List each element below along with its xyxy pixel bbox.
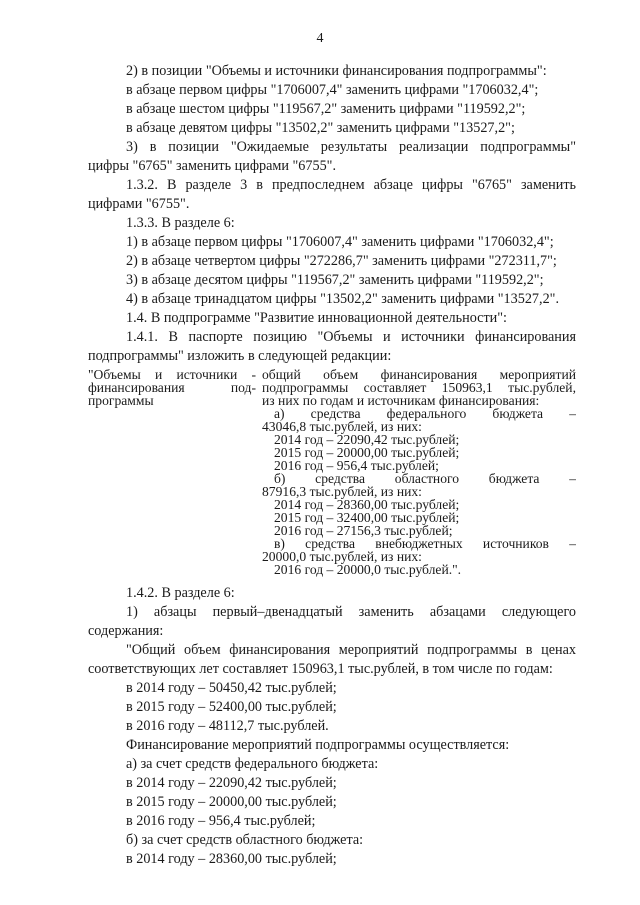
paragraph-line: Финансирование мероприятий подпрограммы осуществляется: bbox=[126, 737, 510, 753]
table-right-cell-line: 2016 год – 27156,3 тыс.рублей; bbox=[274, 523, 453, 538]
table-right-cell-line: а) средства федерального бюджета – bbox=[274, 407, 576, 421]
paragraph-line: в 2016 году – 956,4 тыс.рублей; bbox=[126, 813, 316, 829]
paragraph-line: в 2014 году – 28360,00 тыс.рублей; bbox=[126, 851, 337, 867]
paragraph-line: в 2014 году – 50450,42 тыс.рублей; bbox=[126, 680, 337, 696]
table-left-cell-line: "Объемы и источники - bbox=[88, 368, 256, 382]
table-right-cell-line: 87916,3 тыс.рублей, из них: bbox=[262, 484, 422, 499]
table-right-cell-line: б) средства областного бюджета – bbox=[274, 472, 576, 486]
table-right-cell-line: общий объем финансирования мероприятий bbox=[262, 368, 576, 382]
table-right-cell-line: 2014 год – 28360,00 тыс.рублей; bbox=[274, 497, 460, 512]
table-right-cell-line: в) средства внебюджетных источников – bbox=[274, 537, 576, 551]
paragraph-line: "Общий объем финансирования мероприятий подпрограммы в ценах bbox=[126, 642, 576, 658]
paragraph-line: в 2015 году – 20000,00 тыс.рублей; bbox=[126, 794, 337, 810]
paragraph-line: цифрами "6755". bbox=[88, 196, 190, 212]
paragraph-line: в 2014 году – 22090,42 тыс.рублей; bbox=[126, 775, 337, 791]
paragraph-line: 2) в абзаце четвертом цифры "272286,7" заменить цифрами "272311,7"; bbox=[126, 253, 557, 269]
paragraph-line: 4) в абзаце тринадцатом цифры "13502,2" заменить цифрами "13527,2". bbox=[126, 291, 560, 307]
paragraph-line: 1.3.2. В разделе 3 в предпоследнем абзаце цифры "6765" заменить bbox=[126, 177, 576, 193]
table-right-cell-line: 2015 год – 32400,00 тыс.рублей; bbox=[274, 510, 460, 525]
paragraph-line: соответствующих лет составляет 150963,1 тыс.рублей, в том числе по годам: bbox=[88, 661, 553, 677]
paragraph-line: 1.4.1. В паспорте позицию "Объемы и источники финансирования bbox=[126, 329, 576, 345]
table-left-cell-line: программы bbox=[88, 393, 154, 408]
section-heading: 1.4.2. В разделе 6: bbox=[126, 585, 235, 601]
page-number: 4 bbox=[316, 31, 324, 46]
paragraph-line: 1) абзацы первый–двенадцатый заменить абзацами следующего bbox=[126, 604, 576, 620]
paragraph-line: в 2016 году – 48112,7 тыс.рублей. bbox=[126, 718, 329, 734]
table-right-cell-line: 2014 год – 22090,42 тыс.рублей; bbox=[274, 432, 460, 447]
table-right-cell-line: 2015 год – 20000,00 тыс.рублей; bbox=[274, 445, 460, 460]
table-right-cell-line: подпрограммы составляет 150963,1 тыс.рублей, bbox=[262, 381, 576, 395]
section-heading: 1.3.3. В разделе 6: bbox=[126, 215, 235, 231]
paragraph-line: содержания: bbox=[88, 623, 164, 639]
paragraph-line: подпрограммы" изложить в следующей редакции: bbox=[88, 348, 392, 364]
paragraph-line: 3) в позиции "Ожидаемые результаты реализации подпрограммы" bbox=[126, 139, 576, 155]
table-right-cell-line: 20000,0 тыс.рублей, из них: bbox=[262, 549, 422, 564]
paragraph-line: 2) в позиции "Объемы и источники финансирования подпрограммы": bbox=[126, 63, 547, 79]
table-right-cell-line: из них по годам и источникам финансирования: bbox=[262, 393, 540, 408]
paragraph-line: в 2015 году – 52400,00 тыс.рублей; bbox=[126, 699, 337, 715]
paragraph-line: а) за счет средств федерального бюджета: bbox=[126, 756, 379, 772]
table-right-cell-line: 2016 год – 20000,0 тыс.рублей.". bbox=[274, 562, 462, 577]
paragraph-line: 1) в абзаце первом цифры "1706007,4" заменить цифрами "1706032,4"; bbox=[126, 234, 554, 250]
paragraph-line: в абзаце девятом цифры "13502,2" заменить цифрами "13527,2"; bbox=[126, 120, 515, 136]
section-heading: 1.4. В подпрограмме "Развитие инновационной деятельности": bbox=[126, 310, 507, 326]
table-left-cell-line: финансирования под- bbox=[88, 381, 256, 395]
table-right-cell-line: 2016 год – 956,4 тыс.рублей; bbox=[274, 458, 439, 473]
table-right-cell-line: 43046,8 тыс.рублей, из них: bbox=[262, 419, 422, 434]
paragraph-line: б) за счет средств областного бюджета: bbox=[126, 832, 364, 848]
paragraph-line: 3) в абзаце десятом цифры "119567,2" заменить цифрами "119592,2"; bbox=[126, 272, 544, 288]
paragraph-line: в абзаце шестом цифры "119567,2" заменить цифрами "119592,2"; bbox=[126, 101, 526, 117]
paragraph-line: цифры "6765" заменить цифрами "6755". bbox=[88, 158, 337, 174]
paragraph-line: в абзаце первом цифры "1706007,4" заменить цифрами "1706032,4"; bbox=[126, 82, 539, 98]
